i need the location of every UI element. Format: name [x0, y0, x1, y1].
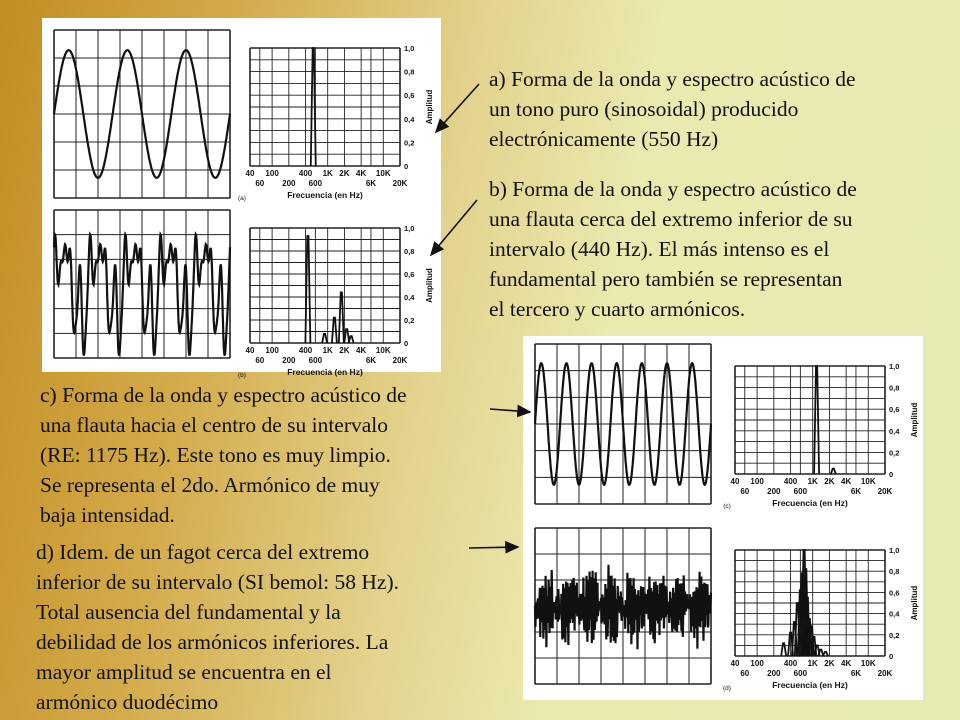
caption-d-line: mayor amplitud se encuentra en el — [36, 660, 332, 684]
y-tick-label: 0,6 — [404, 91, 415, 101]
y-tick-label: 0,2 — [404, 138, 415, 148]
y-tick-label: 0,8 — [889, 383, 900, 393]
caption-b-line: el tercero y cuarto armónicos. — [489, 297, 746, 321]
x-tick-label: 10K — [375, 346, 391, 355]
spectrum-0 — [238, 44, 434, 202]
x-tick-label: 600 — [793, 669, 808, 678]
y-tick-label: 0,8 — [889, 567, 900, 577]
caption-d-line: armónico duodécimo — [36, 690, 219, 714]
y-tick-label: 1,0 — [889, 546, 900, 555]
x-tick-label: 4K — [841, 659, 852, 668]
y-tick-label: 1,0 — [404, 44, 415, 53]
spectrum-peak — [332, 318, 337, 343]
arrow-a — [436, 84, 479, 132]
x-axis-label: Frecuencia (en Hz) — [772, 498, 848, 508]
caption-d-line: d) Idem. de un fagot cerca del extremo — [36, 540, 370, 564]
y-tick-label: 0,4 — [889, 609, 900, 619]
spectrum-3 — [723, 546, 919, 692]
caption-b-line: fundamental pero también se representan — [489, 267, 843, 291]
y-tick-label: 0 — [404, 162, 409, 171]
caption-c-line: Se representa el 2do. Armónico de muy — [40, 473, 380, 497]
spectrum-2 — [723, 362, 919, 510]
x-tick-label: 200 — [282, 179, 296, 188]
caption-b — [489, 174, 857, 324]
y-tick-label: 0,6 — [889, 405, 900, 415]
spectrum-peak — [322, 334, 327, 343]
y-tick-label: 0,8 — [404, 247, 415, 256]
y-axis-label: Amplitud — [425, 268, 434, 303]
x-tick-label: 600 — [308, 179, 323, 188]
x-tick-label: 2K — [339, 346, 350, 355]
x-axis-label: Frecuencia (en Hz) — [772, 680, 848, 690]
x-tick-label: 400 — [783, 659, 798, 668]
x-tick-label: 40 — [245, 346, 255, 355]
x-tick-label: 60 — [740, 487, 750, 496]
caption-a-line: un tono puro (sinosoidal) producido — [489, 97, 799, 121]
x-tick-label: 4K — [841, 477, 852, 486]
spectrum-peak — [831, 469, 836, 474]
x-tick-label: 10K — [375, 169, 391, 178]
caption-d — [36, 537, 399, 717]
figure-ab — [42, 18, 441, 379]
x-tick-label: 400 — [298, 346, 313, 355]
spectrum-peak — [781, 643, 786, 656]
y-tick-label: 1,0 — [404, 224, 415, 233]
y-tick-label: 0,2 — [889, 630, 900, 640]
y-tick-label: 0,6 — [889, 588, 900, 598]
panel-label: (b) — [238, 372, 246, 379]
caption-d-line: inferior de su intervalo (SI bemol: 58 Hz). — [36, 570, 400, 594]
y-axis-label: Amplitud — [910, 402, 919, 438]
caption-a-line: a) Forma de la onda y espectro acústico de — [489, 67, 856, 91]
spectrum-peak — [349, 336, 354, 343]
y-tick-label: 1,0 — [889, 362, 900, 371]
panel-label: (c) — [723, 503, 731, 510]
y-tick-label: 0,4 — [404, 293, 415, 302]
spectrum-peak — [305, 236, 310, 343]
x-tick-label: 6K — [365, 179, 377, 188]
x-tick-label: 4K — [356, 169, 367, 178]
x-tick-label: 60 — [740, 669, 750, 678]
x-tick-label: 20K — [877, 669, 893, 678]
figure-panel-cd — [523, 336, 923, 700]
arrow-d — [469, 547, 518, 548]
y-tick-label: 0 — [889, 652, 894, 661]
waveform-0 — [54, 30, 230, 198]
caption-b-line: intervalo (440 Hz). El más intenso es el — [489, 237, 830, 261]
x-tick-label: 200 — [767, 487, 781, 496]
x-tick-label: 100 — [750, 477, 764, 486]
x-tick-label: 6K — [850, 669, 862, 678]
x-tick-label: 400 — [298, 169, 313, 178]
spectrum-1 — [238, 224, 434, 379]
waveform-3 — [535, 528, 711, 684]
x-tick-label: 40 — [730, 477, 740, 486]
x-tick-label: 2K — [824, 659, 835, 668]
x-tick-label: 6K — [365, 356, 377, 365]
y-tick-label: 0,2 — [889, 448, 900, 458]
x-tick-label: 2K — [339, 169, 350, 178]
caption-c-line: baja intensidad. — [40, 503, 175, 527]
panel-label: (d) — [723, 685, 731, 692]
x-tick-label: 100 — [750, 659, 764, 668]
x-tick-label: 1K — [322, 169, 333, 178]
x-tick-label: 400 — [783, 477, 798, 486]
x-tick-label: 200 — [282, 356, 296, 365]
caption-c-line: c) Forma de la onda y espectro acústico de — [40, 383, 407, 407]
y-tick-label: 0,4 — [404, 114, 415, 124]
caption-b-line: b) Forma de la onda y espectro acústico de — [489, 177, 857, 201]
y-axis-label: Amplitud — [425, 89, 434, 125]
x-tick-label: 6K — [850, 487, 862, 496]
x-tick-label: 20K — [392, 179, 408, 188]
x-tick-label: 60 — [255, 179, 265, 188]
waveform-2 — [535, 344, 711, 504]
panel-label: (a) — [238, 195, 246, 202]
x-tick-label: 20K — [877, 487, 893, 496]
caption-c — [40, 380, 407, 530]
x-tick-label: 10K — [860, 659, 876, 668]
figure-panel-ab — [42, 18, 441, 379]
x-tick-label: 10K — [860, 477, 876, 486]
x-tick-label: 2K — [824, 477, 835, 486]
x-tick-label: 1K — [807, 477, 818, 486]
y-tick-label: 0,8 — [404, 67, 415, 77]
caption-a-line: electrónicamente (550 Hz) — [489, 127, 719, 151]
x-axis-label: Frecuencia (en Hz) — [287, 367, 363, 377]
caption-a — [489, 64, 856, 154]
y-tick-label: 0,6 — [404, 270, 415, 279]
y-tick-label: 0 — [404, 339, 409, 348]
y-tick-label: 0,2 — [404, 316, 415, 325]
x-tick-label: 1K — [807, 659, 818, 668]
caption-d-line: debilidad de los armónicos inferiores. La — [36, 630, 389, 654]
y-axis-label: Amplitud — [910, 585, 919, 621]
x-tick-label: 200 — [767, 669, 781, 678]
x-tick-label: 60 — [255, 356, 265, 365]
y-tick-label: 0 — [889, 470, 894, 479]
x-tick-label: 1K — [322, 346, 333, 355]
x-tick-label: 100 — [265, 169, 279, 178]
caption-c-line: (RE: 1175 Hz). Este tono es muy limpio. — [40, 443, 391, 467]
x-tick-label: 100 — [265, 346, 279, 355]
x-tick-label: 40 — [730, 659, 740, 668]
caption-c-line: una flauta hacia el centro de su intervalo — [40, 413, 389, 437]
waveform-1 — [54, 210, 230, 358]
x-tick-label: 20K — [392, 356, 408, 365]
figure-cd — [523, 336, 923, 700]
x-tick-label: 600 — [308, 356, 323, 365]
spectrum-peak — [339, 292, 344, 343]
caption-b-line: una flauta cerca del extremo inferior de su — [489, 207, 853, 231]
x-axis-label: Frecuencia (en Hz) — [287, 190, 363, 200]
x-tick-label: 600 — [793, 487, 808, 496]
y-tick-label: 0,4 — [889, 426, 900, 436]
x-tick-label: 4K — [356, 346, 367, 355]
x-tick-label: 40 — [245, 169, 255, 178]
caption-d-line: Total ausencia del fundamental y la — [36, 600, 341, 624]
